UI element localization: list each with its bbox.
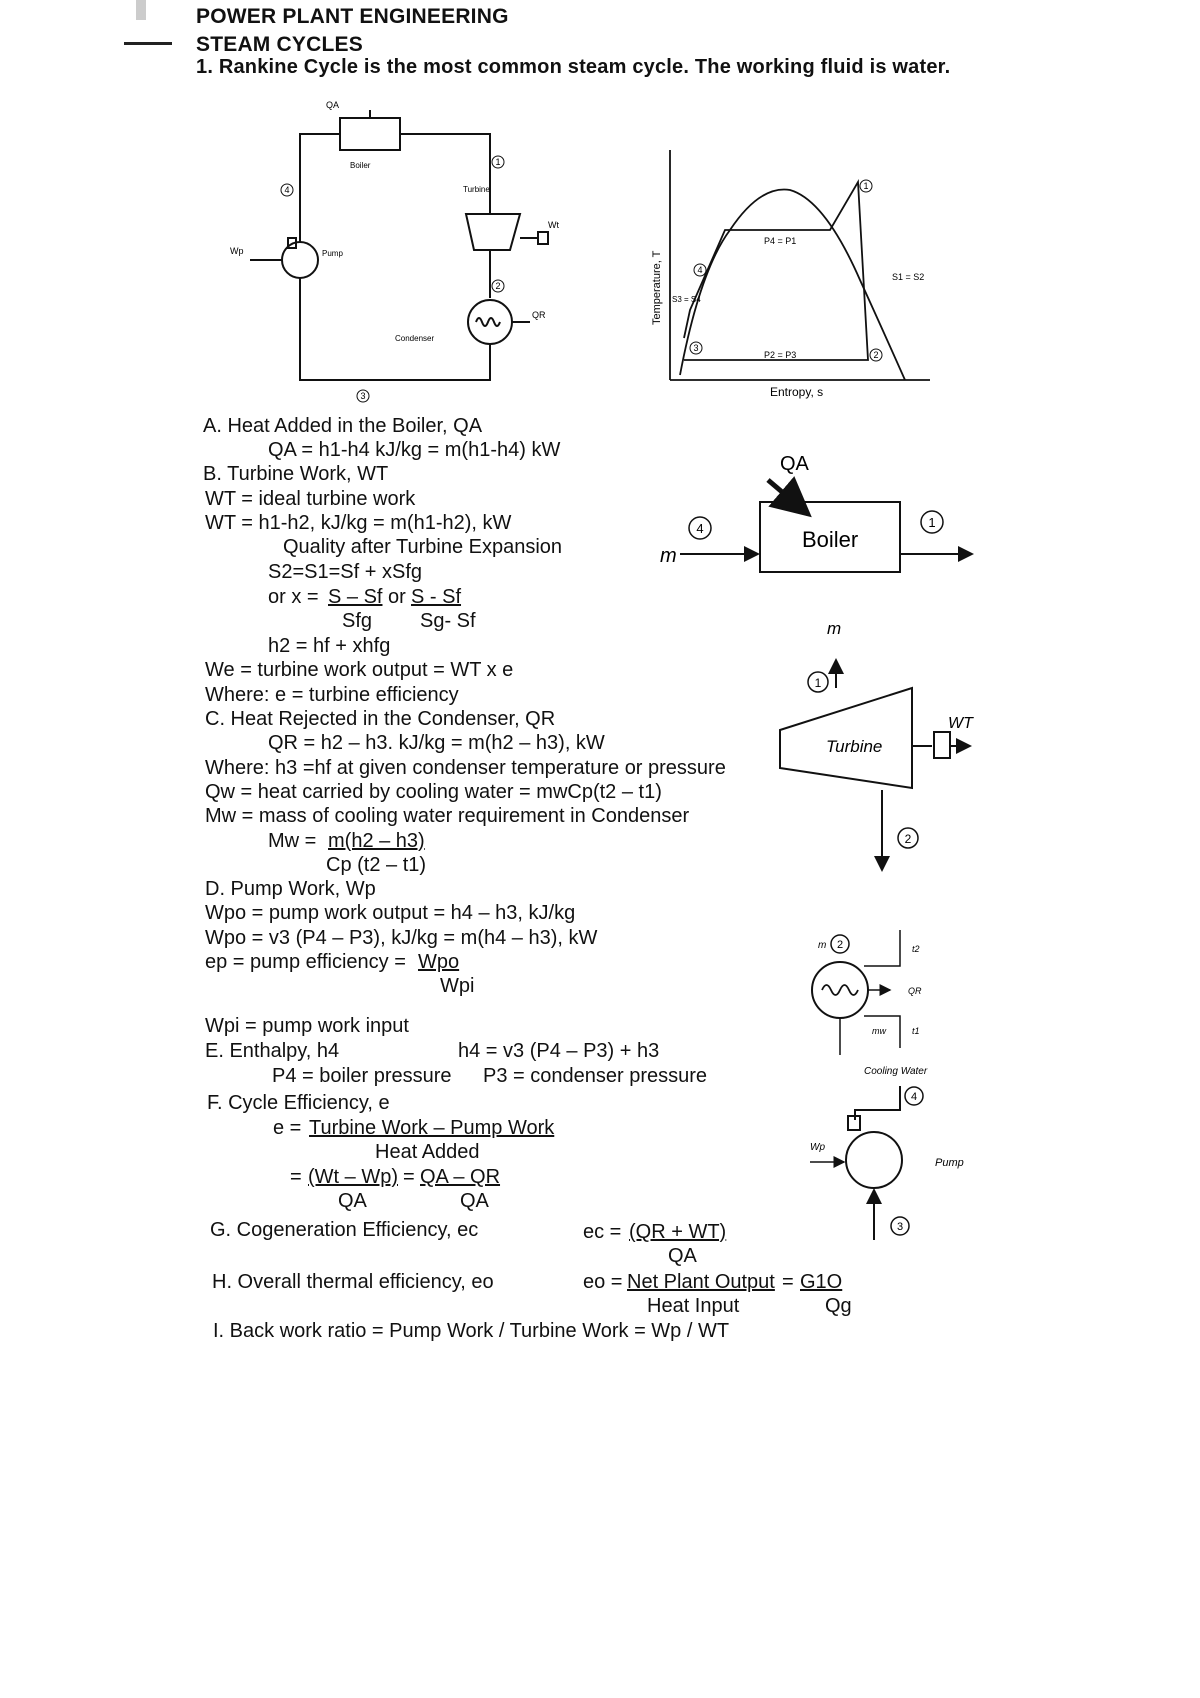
pump-label: Pump [322, 249, 343, 258]
overall-efficiency-lhs: eo = [583, 1271, 623, 1293]
wt-label: Wt [548, 220, 559, 230]
boiler-label-large: Boiler [802, 527, 859, 552]
boiler-state-4: 4 [696, 521, 704, 536]
cycle-efficiency-eq3-numerator: QA – QR [420, 1166, 501, 1188]
section-h-title: H. Overall thermal efficiency, eo [212, 1271, 494, 1293]
section-e-title: E. Enthalpy, h4 [205, 1040, 340, 1062]
turbine-state-2: 2 [904, 832, 912, 846]
turbine-wt-label: WT [948, 715, 973, 732]
condenser-t1-label: t1 [912, 1026, 920, 1036]
condenser-label: Condenser [395, 334, 435, 343]
margin-dash [124, 42, 172, 45]
overall-efficiency-denominator: Heat Input [647, 1295, 740, 1317]
s3-s4-label: S3 = S4 [672, 295, 701, 304]
boiler-diagram [660, 453, 972, 572]
condenser-t2-label: t2 [912, 944, 920, 954]
topic-title: STEAM CYCLES [196, 33, 363, 56]
mw-denominator: Cp (t2 – t1) [326, 854, 427, 876]
boiler-state-1: 1 [928, 515, 936, 530]
quality-heading: Quality after Turbine Expansion [283, 536, 563, 558]
h3-note: Where: h3 =hf at given condenser temperature or pressure [205, 757, 726, 779]
turbine-m-label: m [827, 619, 842, 638]
condenser-shape [468, 300, 512, 344]
cogeneration-denominator: QA [668, 1245, 697, 1267]
section-c-title: C. Heat Rejected in the Condenser, QR [205, 708, 556, 730]
section-b-title: B. Turbine Work, WT [203, 463, 389, 485]
turbine-efficiency-note: Where: e = turbine efficiency [205, 684, 459, 706]
intro-line: 1. Rankine Cycle is the most common steam cycle. The working fluid is water. [196, 56, 951, 78]
cooling-water-mass-definition: Mw = mass of cooling water requirement in Condenser [205, 805, 690, 827]
cycle-efficiency-eq2-denominator: QA [338, 1190, 367, 1212]
overall-efficiency-equals: = [782, 1271, 794, 1293]
ts-diagram [640, 150, 940, 400]
margin-mark [136, 0, 146, 20]
rankine-cycle-schematic [230, 90, 590, 410]
pump-wp-label: Wp [810, 1142, 825, 1153]
qr-label: QR [532, 310, 546, 320]
cycle-efficiency-denominator: Heat Added [375, 1141, 480, 1163]
turbine-state-1: 1 [814, 676, 822, 690]
section-b-equation: WT = h1-h2, kJ/kg = m(h1-h2), kW [205, 512, 512, 534]
state-3-marker: 3 [360, 391, 366, 401]
condenser-diagram [812, 930, 928, 1077]
overall-efficiency-denominator-2: Qg [825, 1295, 852, 1317]
pump-input-definition: Wpi = pump work input [205, 1015, 409, 1037]
cycle-efficiency-eq2-lhs: = [290, 1166, 302, 1188]
section-a-equation: QA = h1-h4 kJ/kg = m(h1-h4) kW [268, 439, 561, 461]
pump-output-2: Wpo = v3 (P4 – P3), kJ/kg = m(h4 – h3), kW [205, 927, 598, 949]
turbine-label: Turbine [463, 185, 490, 194]
component-diagrams [650, 450, 980, 1250]
state-2-marker: 2 [495, 281, 501, 291]
condenser-m-label: m [818, 940, 827, 951]
turbine-output-equation: We = turbine work output = WT x e [205, 659, 514, 681]
cycle-efficiency-numerator: Turbine Work – Pump Work [309, 1117, 555, 1139]
ts-y-axis-label: Temperature, T [651, 250, 663, 325]
section-b-definition: WT = ideal turbine work [205, 488, 416, 510]
state-4-marker: 4 [284, 185, 290, 195]
mw-numerator: m(h2 – h3) [328, 830, 425, 852]
pump-output-1: Wpo = pump work output = h4 – h3, kJ/kg [205, 902, 576, 924]
back-work-ratio: I. Back work ratio = Pump Work / Turbine Work = Wp / WT [213, 1320, 730, 1342]
quality-fraction-2-numerator: S - Sf [411, 586, 462, 608]
pump-diagram [810, 1086, 964, 1240]
pump-state-3: 3 [896, 1221, 904, 1233]
boiler-label: Boiler [350, 161, 371, 170]
boiler-box [340, 118, 400, 150]
pump-efficiency-numerator: Wpo [418, 951, 460, 973]
overall-efficiency-numerator-2: G1O [800, 1271, 843, 1293]
cogeneration-numerator: (QR + WT) [629, 1221, 727, 1243]
enthalpy-h2-equation: h2 = hf + xhfg [268, 635, 391, 657]
quality-fraction-2-denominator: Sg- Sf [420, 610, 476, 632]
pump-efficiency-denominator: Wpi [440, 975, 475, 997]
section-c-equation: QR = h2 – h3. kJ/kg = m(h2 – h3), kW [268, 732, 605, 754]
pump-label-large: Pump [935, 1157, 964, 1169]
section-g-title: G. Cogeneration Efficiency, ec [210, 1219, 479, 1241]
state-1-marker: 1 [495, 157, 501, 167]
section-f-title: F. Cycle Efficiency, e [207, 1092, 390, 1114]
condenser-qr-label: QR [908, 986, 922, 996]
cycle-efficiency-eq3-denominator: QA [460, 1190, 489, 1212]
turbine-shape [466, 214, 520, 250]
p4-p1-label: P4 = P1 [764, 236, 797, 246]
condenser-state-2: 2 [836, 939, 844, 951]
ts-state-2: 2 [873, 350, 879, 360]
p2-p3-label: P2 = P3 [764, 350, 797, 360]
ts-state-1: 1 [863, 181, 869, 191]
condenser-pressure-note: P3 = condenser pressure [483, 1065, 708, 1087]
boiler-pressure-note: P4 = boiler pressure [272, 1065, 452, 1087]
entropy-equation: S2=S1=Sf + xSfg [268, 561, 422, 583]
wp-label: Wp [230, 246, 244, 256]
section-d-title: D. Pump Work, Wp [205, 878, 376, 900]
turbine-diagram [780, 660, 974, 870]
cycle-path [684, 182, 868, 360]
cycle-efficiency-eq2-equals: = [403, 1166, 415, 1188]
mw-lhs: Mw = [268, 830, 317, 852]
cogeneration-lhs: ec = [583, 1221, 622, 1243]
cooling-water-heat: Qw = heat carried by cooling water = mwCp(t2 – t1) [205, 781, 662, 803]
component-qa-label: QA [780, 453, 809, 475]
quality-fraction-1-numerator: S – Sf [328, 586, 383, 608]
quality-fraction-1-denominator: Sfg [342, 610, 373, 632]
overall-efficiency-numerator: Net Plant Output [627, 1271, 775, 1293]
cycle-efficiency-eq2-numerator: (Wt – Wp) [308, 1166, 398, 1188]
qa-label: QA [326, 100, 340, 110]
condenser-mw-label: mw [872, 1026, 886, 1036]
cycle-efficiency-lhs: e = [273, 1117, 302, 1139]
pump-efficiency-lhs: ep = pump efficiency = [205, 951, 406, 973]
subject-title: POWER PLANT ENGINEERING [196, 5, 509, 28]
component-m-in-label: m [660, 545, 677, 567]
cooling-water-label: Cooling Water [864, 1066, 928, 1077]
pump-state-4: 4 [910, 1091, 918, 1103]
enthalpy-h4-equation: h4 = v3 (P4 – P3) + h3 [458, 1040, 660, 1062]
ts-state-4: 4 [697, 265, 703, 275]
ts-x-axis-label: Entropy, s [770, 385, 824, 399]
quality-or-label: or x = [268, 586, 319, 608]
ts-state-3: 3 [693, 343, 699, 353]
section-a-title: A. Heat Added in the Boiler, QA [203, 415, 483, 437]
s1-s2-label: S1 = S2 [892, 272, 925, 282]
quality-or-2: or [388, 586, 406, 608]
turbine-label-large: Turbine [826, 737, 883, 756]
